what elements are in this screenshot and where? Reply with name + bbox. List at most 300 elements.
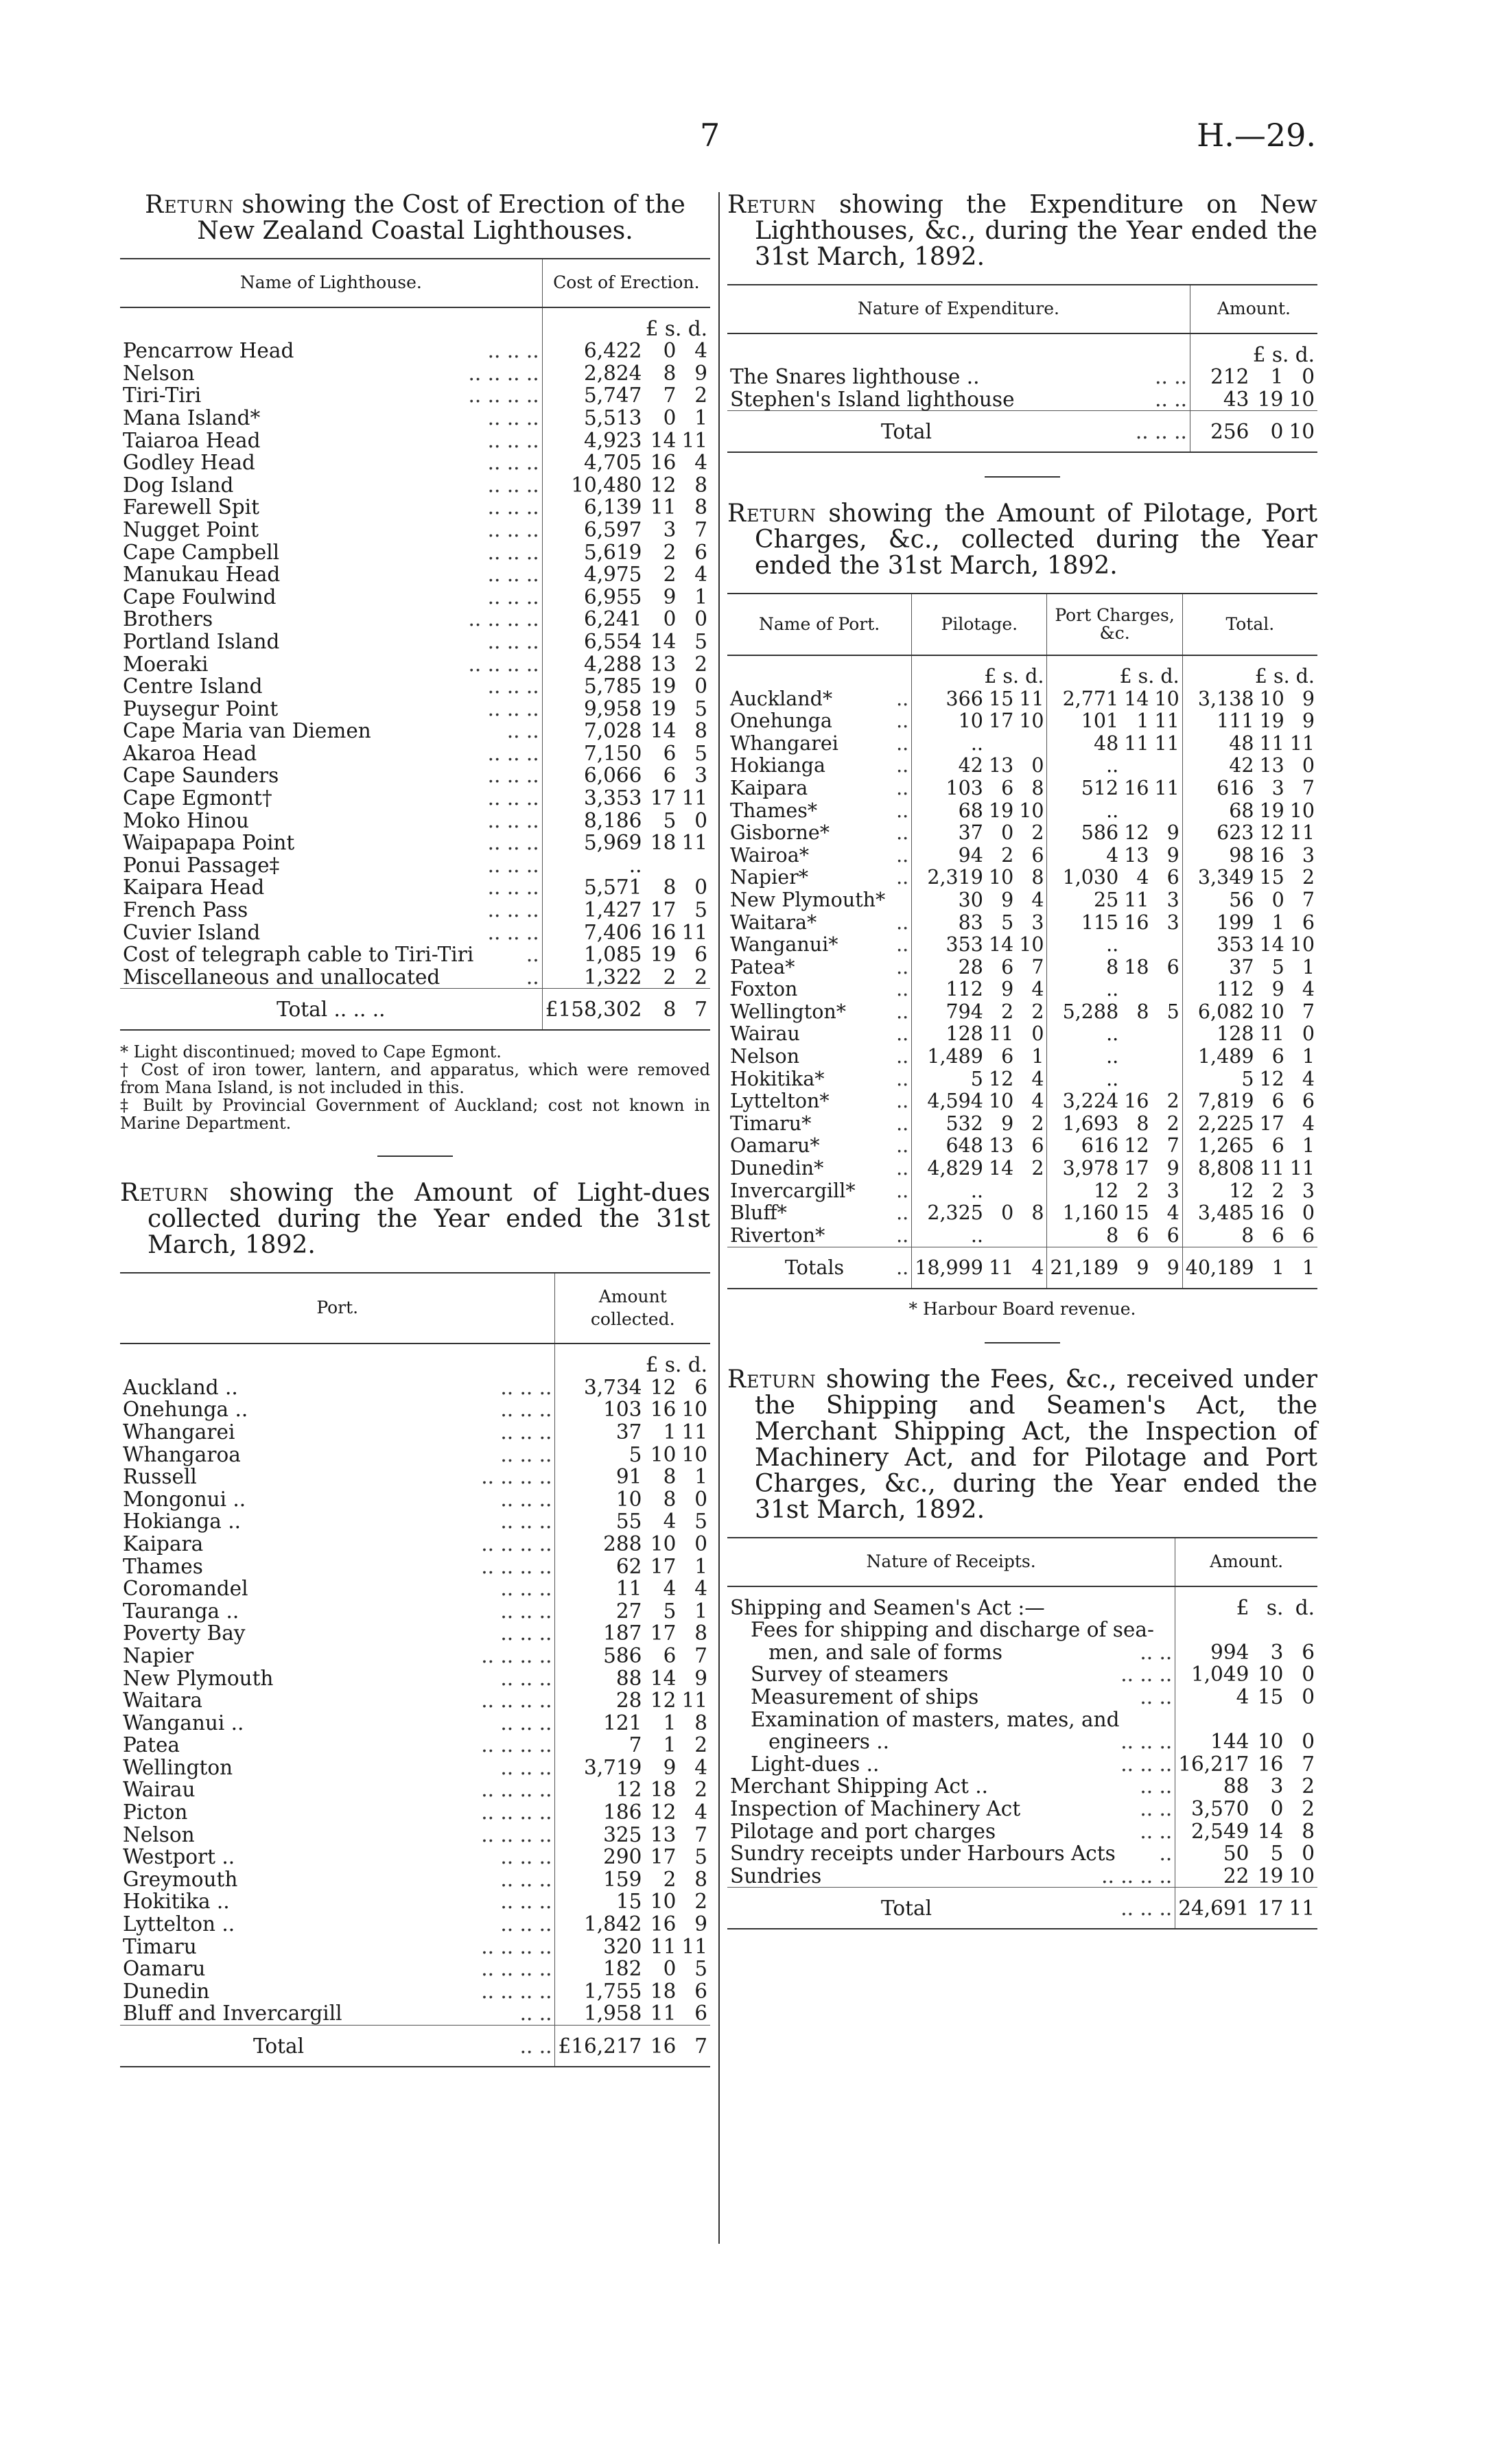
leader-dots: .. .. [1140,1819,1173,1843]
p-pounds-value: 4,594 [912,1090,986,1113]
lightdues-total-row [120,2026,710,2067]
shillings-value: 10 [650,1890,677,1914]
pence-value: 0 [1302,1842,1315,1866]
table-row [727,1113,1317,1136]
row-label: Miscellaneous and unallocated [123,965,441,989]
lightdues-table [120,1272,710,2067]
table-row [727,1753,1317,1776]
row-label-cell [120,631,542,653]
shillings-value: 9 [663,585,677,609]
c-pence-value: 9 [1166,1157,1179,1180]
table-row [120,496,710,519]
row-label-cell [727,1709,1175,1731]
row-label: Thames* [730,799,818,822]
pounds-value: 50 [1175,1842,1252,1865]
c-pounds-value: .. [1047,978,1121,1001]
table-row [120,1980,710,2003]
shillings-value: 5 [663,808,677,832]
fees-col-amount: Amount. [1175,1538,1317,1586]
row-label-cell [727,1135,912,1158]
t-pence-value: 10 [1289,799,1315,822]
leader-dots: .. .. .. [487,428,539,452]
p-pounds-value: 68 [912,800,986,823]
p-pounds-value: 1,489 [912,1046,986,1068]
leader-dots: .. .. [519,2002,552,2026]
pilotage-total-t-pence: 1 [1287,1247,1317,1289]
pounds-value: 10 [555,1488,645,1511]
table-row [120,1577,710,1600]
leader-dots: .. .. .. .. [468,652,539,676]
p-pence-value: 1 [1031,1045,1044,1068]
pilotage-total-dots: .. [896,1256,909,1280]
leader-dots: .. .. .. .. [468,384,539,408]
c-pence-value: 2 [1166,1112,1179,1135]
row-label: Dunedin [123,1979,210,2003]
t-pence-value: 9 [1302,687,1315,710]
pounds-value: 1,427 [542,899,644,922]
table-row [727,1202,1317,1225]
c-shillings-value: 16 [1124,776,1149,799]
lighthouses-total-row [120,989,710,1030]
row-label: Light-dues .. [751,1752,880,1776]
row-label-cell [120,1958,555,1980]
t-shillings-value: 1 [1271,911,1284,934]
row-label-cell [727,1202,912,1225]
row-label-cell [727,934,912,957]
table-row [727,1180,1317,1203]
c-pence-value: 9 [1166,843,1179,867]
c-pence-value [1151,1023,1182,1046]
table-row [727,1798,1317,1820]
leader-dots: .. [896,1201,909,1225]
table-row [727,1586,1317,1619]
row-label-cell [120,1712,555,1735]
table-row [120,1398,710,1421]
table-row [727,867,1317,889]
pence-value: 0 [694,808,707,832]
row-label: French Pass [123,898,248,922]
c-shillings-value: 16 [1124,911,1149,934]
p-pence-value: 4 [1031,1090,1044,1113]
row-label-cell [120,496,542,519]
lighthouses-table [120,258,710,1031]
table-row [120,810,710,832]
p-pounds-value: 2,325 [912,1202,986,1225]
lightdues-col-port: Port. [120,1273,555,1344]
t-pence-value: 4 [1302,978,1315,1001]
shillings-value: 17 [650,1554,677,1578]
row-label: New Plymouth [123,1666,274,1690]
table-row [727,710,1317,733]
c-pounds-value: 48 [1047,733,1121,755]
leader-dots: .. .. .. [500,1621,552,1645]
leader-dots: .. .. .. [500,1599,552,1623]
separator-rule [377,1155,453,1157]
fees-total-pence: 11 [1286,1888,1317,1929]
row-label-cell [727,1225,912,1247]
row-label-cell [727,912,912,935]
shillings-value: 12 [650,1375,677,1399]
p-pounds-value: 30 [912,889,986,912]
shillings-value: 13 [650,652,677,676]
table-row [120,698,710,720]
c-pence-value [1151,755,1182,777]
row-label: Kaipara [123,1532,204,1556]
expenditure-col-nature: Nature of Expenditure. [727,285,1190,333]
row-label: Wanganui* [730,933,838,957]
p-shillings-value: 5 [1001,911,1014,934]
pence-value: 2 [1302,1774,1315,1798]
t-pounds-value: 353 [1182,934,1256,957]
pilotage-unit-3: £ s. d. [1182,655,1317,688]
lighthouses-col-cost: Cost of Erection. [542,259,710,307]
t-shillings-value: 6 [1271,1223,1284,1247]
pounds-value: 1,958 [555,2002,645,2025]
table-row [727,688,1317,711]
shillings-value [1252,1619,1286,1641]
pence-value: 3 [694,764,707,788]
p-shillings-value: 2 [1001,843,1014,867]
row-label-cell [727,710,912,733]
shillings-value: 14 [1257,1819,1284,1843]
row-label-cell [727,1158,912,1180]
row-label: engineers .. [768,1730,890,1754]
table-row [727,1730,1317,1753]
row-label: Onehunga [730,709,832,733]
lightdues-title-lead: Return [120,1179,209,1207]
fees-table [727,1537,1317,1929]
p-pence-value: 8 [1031,1201,1044,1225]
p-shillings-value: 6 [1001,776,1014,799]
pence-value: 2 [694,1890,707,1914]
table-row [120,1622,710,1645]
row-label-cell [120,1667,555,1690]
p-shillings-value: 12 [988,1067,1014,1090]
shillings-value: 18 [650,1979,677,2003]
shillings-value: 3 [1270,1640,1284,1664]
pounds-value: 1,049 [1175,1663,1252,1686]
t-pence-value: 6 [1302,911,1315,934]
t-shillings-value: 19 [1259,709,1284,733]
leader-dots: .. [896,1022,909,1046]
pence-value: 2 [694,1733,707,1757]
row-label: Picton [123,1800,188,1824]
pounds-value: 43 [1190,388,1252,411]
fees-total-shillings: 17 [1252,1888,1286,1929]
c-pounds-value: 101 [1047,710,1121,733]
table-row [120,1757,710,1779]
c-pounds-value: 3,978 [1047,1158,1121,1180]
c-pounds-value: .. [1047,800,1121,823]
table-row [120,407,710,430]
leader-dots: .. [896,955,909,978]
row-label-cell [120,720,542,742]
t-pounds-value: 8,808 [1182,1158,1256,1180]
leader-dots: .. .. .. [487,898,539,922]
row-label: Kaipara [730,776,808,799]
row-label: Wanganui .. [123,1711,244,1735]
c-pence-value: 6 [1166,955,1179,978]
pounds-value: 1,085 [542,943,644,966]
p-pence-value: 10 [1019,799,1044,822]
row-label: Auckland .. [123,1375,238,1399]
c-shillings-value: 17 [1124,1157,1149,1180]
pence-value: 11 [681,831,707,855]
row-label-cell [120,698,542,720]
p-pence-value: 2 [1031,1112,1044,1135]
row-label-cell [727,1046,912,1068]
table-row [120,1488,710,1511]
column-divider [718,192,720,2244]
row-label-cell [727,1663,1175,1686]
shillings-value: 11 [650,2002,677,2026]
row-label: Hokitika .. [123,1890,230,1914]
lighthouses-total-pence: 7 [679,989,710,1030]
pence-value: 0 [694,607,707,631]
pounds-value: 212 [1190,366,1252,388]
c-shillings-value: 6 [1136,1223,1149,1247]
row-label-cell [120,1398,555,1421]
table-row [120,541,710,564]
row-label: Measurement of ships [751,1685,979,1709]
p-pounds-value: 2,319 [912,867,986,889]
table-row [120,1712,710,1735]
row-label-cell [120,474,542,497]
leader-dots: .. .. .. .. [481,1733,552,1757]
row-label: Farewell Spit [123,495,259,519]
pilotage-total-label: Totals [785,1256,845,1280]
pounds-value: 5,969 [542,832,644,854]
lightdues-title [120,1180,710,1258]
table-row [120,430,710,452]
t-pounds-value: 111 [1182,710,1256,733]
row-label: Cape Campbell [123,540,280,564]
p-pounds-value: 4,829 [912,1158,986,1180]
row-label-cell [120,1846,555,1868]
t-pence-value: 7 [1302,776,1315,799]
shillings-value: 3 [663,517,677,541]
pence-value: 1 [694,406,707,430]
c-shillings-value [1121,800,1151,823]
table-row [120,787,710,810]
pounds-value: 4,705 [542,451,644,474]
p-pence-value [1016,1225,1047,1247]
table-row [120,966,710,989]
p-pence-value: 11 [1019,687,1044,710]
leader-dots: .. .. .. [487,831,539,855]
table-row [120,586,710,609]
table-row [727,1046,1317,1068]
t-pence-value: 0 [1302,1201,1315,1225]
pounds-value: 7,406 [542,922,644,944]
table-row [727,1135,1317,1158]
table-row [727,1686,1317,1709]
shillings-value: 14 [650,629,677,653]
leader-dots: .. .. .. .. [1101,1864,1173,1888]
row-label: Wellington [123,1755,233,1779]
leader-dots: .. .. .. .. [481,1643,552,1667]
pounds-value: 9,958 [542,698,644,720]
pilotage-total-p-pence: 4 [1016,1247,1047,1289]
row-label: Bluff and Invercargill [123,2002,342,2026]
pence-value [679,854,710,877]
p-shillings-value: 17 [988,709,1014,733]
pence-value: 5 [694,1957,707,1981]
leader-dots: .. .. [1155,365,1187,389]
p-pounds-value: 366 [912,688,986,711]
t-pounds-value: 68 [1182,800,1256,823]
pence-value: 2 [694,965,707,989]
t-pounds-value: 42 [1182,755,1256,777]
pilotage-total-p-shillings: 11 [986,1247,1016,1289]
pence-value: 6 [694,1375,707,1399]
pounds-value: 5,747 [542,384,644,407]
row-label: Fees for shipping and discharge of sea- [751,1618,1154,1642]
pence-value: 0 [1302,1730,1315,1754]
row-label: Sundry receipts under Harbours Acts [730,1842,1116,1866]
row-label: Wairoa* [730,843,809,867]
expenditure-title-lead: Return [727,191,817,219]
pilotage-col-total: Total. [1182,594,1317,655]
table-row [727,1842,1317,1865]
table-row [120,653,710,676]
c-pounds-value: 3,224 [1047,1090,1121,1113]
leader-dots: .. .. .. [500,1375,552,1399]
shillings-value: 17 [650,1845,677,1869]
leader-dots: .. .. .. .. [481,1934,552,1958]
row-label-cell [727,1753,1175,1776]
pence-value: 6 [694,540,707,564]
table-row [120,1824,710,1846]
leader-dots: .. [896,776,909,799]
pence-value: 10 [681,1398,707,1422]
leader-dots: .. .. .. .. [481,1532,552,1556]
leader-dots: .. [896,731,909,755]
table-row [727,800,1317,823]
c-pence-value: 7 [1166,1134,1179,1158]
row-label-cell [120,430,542,452]
pence-value: 1 [694,585,707,609]
t-pounds-value: 37 [1182,957,1256,979]
shillings-value: 10 [650,1442,677,1466]
row-label-cell [120,1533,555,1556]
c-shillings-value [1121,1068,1151,1091]
row-label: Poverty Bay [123,1621,246,1645]
pence-value [1286,1709,1317,1731]
row-label: New Plymouth* [730,888,886,911]
row-label-cell [727,1775,1175,1798]
pounds-value: 1,322 [542,966,644,989]
pence-value: 10 [681,1442,707,1466]
pounds-value: 4,923 [542,430,644,452]
leader-dots: .. .. .. [500,1711,552,1735]
pounds-value: 88 [555,1667,645,1690]
row-label-cell [120,1600,555,1623]
c-shillings-value: 8 [1136,1112,1149,1135]
c-pounds-value: 586 [1047,822,1121,845]
expenditure-title [727,192,1317,270]
t-pence-value: 11 [1289,1157,1315,1180]
p-pounds-value: 37 [912,822,986,845]
pounds-value: 3,570 [1175,1798,1252,1820]
row-label-cell [727,1586,1175,1619]
leader-dots: .. .. .. [487,876,539,900]
leader-dots: .. [896,1134,909,1158]
c-shillings-value: 12 [1124,821,1149,845]
leader-dots: .. [526,965,539,989]
t-pounds-value: 3,349 [1182,867,1256,889]
p-shillings-value: 0 [1001,821,1014,845]
t-pounds-value: 2,225 [1182,1113,1256,1136]
expenditure-total-row [727,411,1317,452]
pounds-value: 28 [555,1689,645,1712]
lightdues-total-label: Total [253,2034,305,2058]
lighthouses-total-pounds: £158,302 [542,989,644,1030]
row-label: Godley Head [123,451,255,475]
table-row [120,1466,710,1488]
t-pence-value: 3 [1302,1179,1315,1202]
lighthouses-rows [120,307,710,989]
table-row [727,366,1317,388]
c-pounds-value: 2,771 [1047,688,1121,711]
row-label-cell [727,1113,912,1136]
p-shillings-value: 14 [988,1157,1014,1180]
leader-dots: .. [896,1045,909,1068]
leader-dots: .. .. .. [500,1442,552,1466]
table-row [120,340,710,362]
t-pence-value: 3 [1302,843,1315,867]
table-row [727,934,1317,957]
p-pence-value: 8 [1031,866,1044,889]
pounds-value: 288 [555,1533,645,1556]
table-row [727,1225,1317,1247]
row-label-cell [120,362,542,385]
row-label-cell [120,1913,555,1936]
shillings-value: 8 [663,1465,677,1489]
page-reference: H.—29. [1197,117,1316,154]
lightdues-title-text: showing the Amount of Light-dues collected during the Year ended the 31st March, 1892. [148,1179,710,1259]
pilotage-title-lead: Return [727,499,817,528]
row-label-cell [120,899,542,922]
row-label-cell [120,586,542,609]
t-pounds-value: 1,489 [1182,1046,1256,1068]
row-label-cell [120,854,542,877]
table-row [120,1421,710,1444]
row-label: Sundries [730,1864,822,1888]
c-pounds-value: .. [1047,1046,1121,1068]
row-label: Cape Saunders [123,764,279,788]
t-pence-value: 11 [1289,731,1315,755]
row-label: Survey of steamers [751,1663,949,1687]
right-column [727,192,1317,1929]
shillings-value: 17 [650,898,677,922]
table-row [120,1667,710,1690]
row-label-cell [727,1001,912,1024]
row-label-cell [120,1980,555,2003]
c-pence-value: 3 [1166,911,1179,934]
c-pence-value: 11 [1154,776,1179,799]
left-column [120,192,710,2067]
pence-value: 0 [694,1487,707,1511]
t-pounds-value: 112 [1182,978,1256,1001]
pence-value: 4 [694,563,707,587]
row-label-cell [120,1421,555,1444]
pilotage-total-c-pence: 9 [1151,1247,1182,1289]
row-label: Tiri-Tiri [123,384,202,408]
p-pounds-value: 648 [912,1135,986,1158]
pence-value: 2 [1302,1796,1315,1820]
pence-value: 4 [694,451,707,475]
